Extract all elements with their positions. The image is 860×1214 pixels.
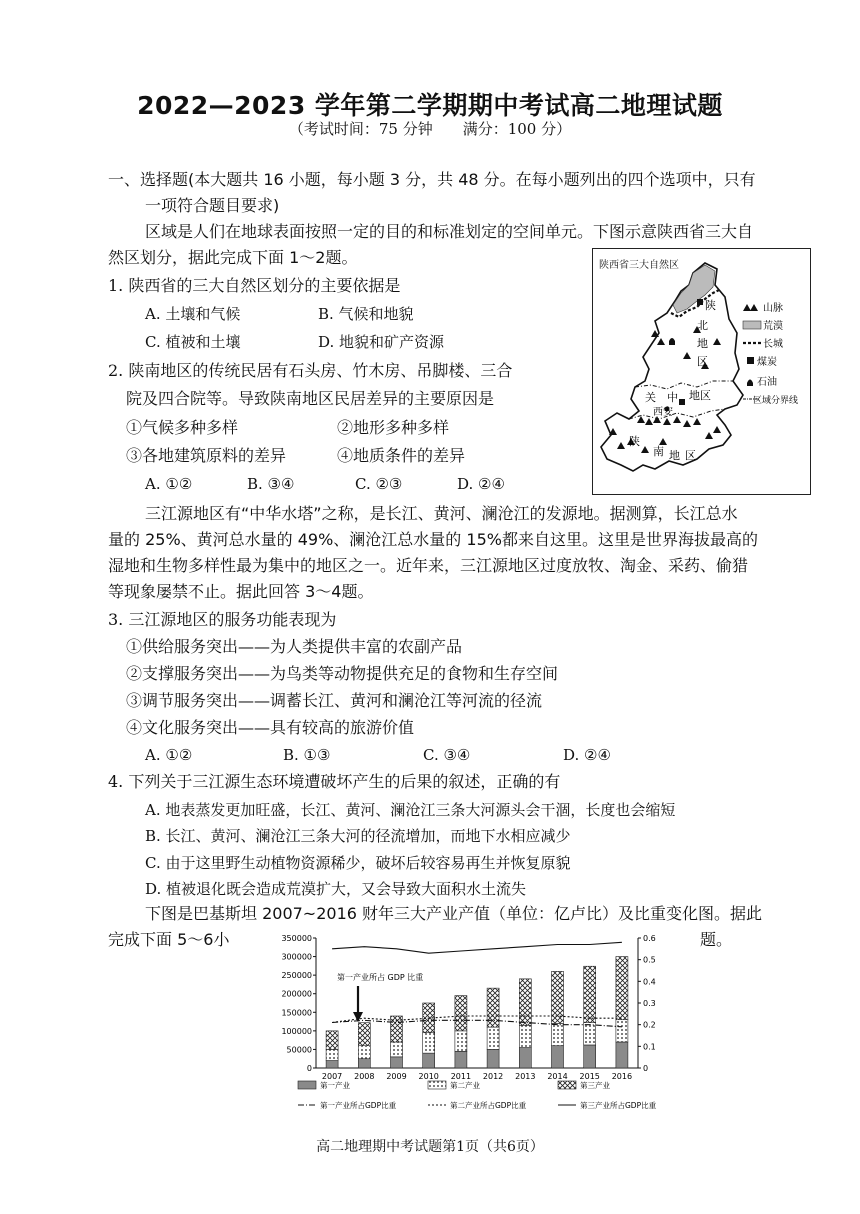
bar-2-2012 <box>487 1027 499 1049</box>
section-heading: 一、选择题(本大题共 16 小题，每小题 3 分，共 48 分。在每小题列出的四个选项中，只有 <box>108 170 756 189</box>
passage-1-line-1: 区域是人们在地球表面按照一定的目的和标准划定的空间单元。下图示意陕西省三大自 <box>145 222 754 241</box>
q3-statement-4: ④文化服务突出——具有较高的旅游价值 <box>126 718 415 737</box>
y-tick-label-right: 0.3 <box>643 999 656 1008</box>
label-guanzhong-1: 关 <box>645 391 656 404</box>
label-shaannan-1: 陕 <box>629 435 640 448</box>
bar-2-2010 <box>423 1033 435 1053</box>
bar-1-2016 <box>616 1042 628 1068</box>
q2-option-c: C. ②③ <box>355 475 403 493</box>
q2-option-d: D. ②④ <box>457 475 505 493</box>
map-title: 陕西省三大自然区 <box>599 260 679 271</box>
x-tick-label: 2014 <box>547 1072 568 1081</box>
legend-oil: 石油 <box>757 377 777 388</box>
label-shaanbei-3: 地 <box>697 337 708 350</box>
q3-option-b: B. ①③ <box>283 746 331 764</box>
legend-mountain: 山脉 <box>763 303 783 314</box>
label-shaannan-3: 地 <box>669 449 680 462</box>
legend-label-3: 第三产业 <box>580 1081 610 1090</box>
y-tick-label-right: 0.6 <box>643 934 656 943</box>
bar-1-2013 <box>519 1048 531 1068</box>
label-guanzhong-3: 地区 <box>689 389 711 402</box>
legend-coal: 煤炭 <box>757 357 777 368</box>
legend-boundary: 区域分界线 <box>753 396 799 406</box>
q1-option-a: A. 土壤和气候 <box>145 305 241 323</box>
label-shaanbei-1: 陕 <box>705 299 716 312</box>
bar-2-2007 <box>326 1049 338 1060</box>
bar-1-2008 <box>358 1059 370 1068</box>
page-title: 2022—2023 学年第二学期期中考试高二地理试题 <box>137 91 723 120</box>
bar-1-2009 <box>391 1057 403 1068</box>
passage-2-line-4: 等现象屡禁不止。据此回答 3～4题。 <box>108 582 374 601</box>
q1-option-b: B. 气候和地貌 <box>318 305 414 323</box>
legend-swatch-2 <box>428 1081 446 1089</box>
question-2-stem-cont: 院及四合院等。导致陕南地区民居差异的主要原因是 <box>126 389 495 408</box>
question-1-stem: 1. 陕西省的三大自然区划分的主要依据是 <box>108 276 401 295</box>
q1-option-d: D. 地貌和矿产资源 <box>318 333 445 351</box>
ratio-line-1 <box>332 1020 622 1027</box>
question-4-stem: 4. 下列关于三江源生态环境遭破坏产生的后果的叙述，正确的有 <box>108 772 561 791</box>
label-shaanbei-4: 区 <box>697 355 708 368</box>
label-guanzhong-2: 中 <box>667 391 678 404</box>
q2-statement-1: ①气候多种多样 <box>126 418 239 437</box>
q2-statement-3: ③各地建筑原料的差异 <box>126 446 287 465</box>
x-tick-label: 2013 <box>515 1072 536 1081</box>
ratio-line-3 <box>332 942 622 953</box>
q2-statement-2: ②地形多种多样 <box>337 418 450 437</box>
gdp-chart <box>280 928 670 1120</box>
bar-2-2011 <box>455 1031 467 1051</box>
page-footer: 高二地理期中考试题第1页（共6页） <box>316 1139 544 1155</box>
shaanxi-map-graphic <box>593 249 810 494</box>
bar-2-2015 <box>584 1023 596 1045</box>
label-shaannan-2: 南 <box>653 445 664 458</box>
q4-option-c: C. 由于这里野生动植物资源稀少，破坏后较容易再生并恢复原貌 <box>145 854 571 872</box>
y-tick-label-right: 0.5 <box>643 955 656 965</box>
bar-1-2014 <box>552 1046 564 1068</box>
passage-2-line-1: 三江源地区有“中华水塔”之称，是长江、黄河、澜沧江的发源地。据测算，长江总水 <box>145 504 738 523</box>
q3-option-d: D. ②④ <box>563 746 611 764</box>
passage-3-line-2b: 题。 <box>700 930 733 949</box>
x-tick-label: 2015 <box>579 1072 600 1081</box>
x-tick-label: 2011 <box>450 1072 472 1081</box>
passage-2-line-2: 量的 25%、黄河总水量的 49%、澜沧江总水量的 15%都来自这里。这里是世界海拔最高的 <box>108 530 758 549</box>
bar-3-2008 <box>358 1023 370 1046</box>
map-legend <box>743 301 798 406</box>
bar-2-2009 <box>391 1042 403 1057</box>
passage-3-line-2a: 完成下面 5～6小 <box>108 930 230 949</box>
x-tick-label: 2008 <box>354 1072 375 1081</box>
gdp-chart-svg <box>280 928 670 1120</box>
chart-annotation <box>337 972 423 1022</box>
bar-2-2008 <box>358 1046 370 1059</box>
legend-swatch-1 <box>298 1081 316 1089</box>
bar-3-2016 <box>616 957 628 1020</box>
q3-statement-3: ③调节服务突出——调蓄长江、黄河和澜沧江等河流的径流 <box>126 691 543 710</box>
coal-marker-2 <box>679 399 685 405</box>
passage-2-line-3: 湿地和生物多样性最为集中的地区之一。近年来，三江源地区过度放牧、淘金、采药、偷猎 <box>108 556 749 575</box>
x-tick-label: 2010 <box>418 1072 439 1081</box>
bar-2-2014 <box>552 1023 564 1045</box>
y-tick-label-left: 250000 <box>281 971 312 981</box>
x-tick-label: 2012 <box>482 1072 504 1081</box>
q3-option-a: A. ①② <box>145 746 193 764</box>
q4-option-a: A. 地表蒸发更加旺盛，长江、黄河、澜沧江三条大河源头会干涸，长度也会缩短 <box>145 801 676 819</box>
annotation-text: 第一产业所占 GDP 比重 <box>337 973 424 982</box>
bar-1-2007 <box>326 1061 338 1068</box>
bar-2-2016 <box>616 1020 628 1042</box>
shaanxi-map <box>592 248 811 495</box>
legend-label-1: 第一产业 <box>320 1081 350 1090</box>
q2-option-a: A. ①② <box>145 475 193 493</box>
bar-1-2012 <box>487 1049 499 1068</box>
q3-statement-2: ②支撑服务突出——为鸟类等动物提供充足的食物和生存空间 <box>126 664 559 683</box>
chart-legend <box>298 1080 657 1110</box>
bar-1-2011 <box>455 1051 467 1068</box>
y-tick-label-right: 0.2 <box>643 1020 656 1030</box>
q2-option-b: B. ③④ <box>247 475 295 493</box>
y-tick-label-left: 200000 <box>281 989 312 999</box>
y-tick-label-right: 0.4 <box>643 977 656 987</box>
legend-desert: 荒漠 <box>763 321 783 332</box>
y-tick-label-left: 300000 <box>281 952 312 962</box>
bar-3-2015 <box>584 966 596 1022</box>
passage-1-line-2: 然区划分，据此完成下面 1～2题。 <box>108 248 358 267</box>
legend-label-4: 第一产业所占GDP比重 <box>320 1101 397 1110</box>
x-tick-label: 2016 <box>611 1072 633 1081</box>
legend-label-2: 第二产业 <box>450 1081 480 1090</box>
chart-lines <box>332 942 622 1027</box>
province-outline <box>601 263 743 471</box>
y-tick-label-left: 0 <box>306 1064 312 1073</box>
label-shaanbei-2: 北 <box>697 319 708 332</box>
section-heading-cont: 一项符合题目要求) <box>145 196 280 215</box>
question-2-stem: 2. 陕南地区的传统民居有石头房、竹木房、吊脚楼、三合 <box>108 361 513 380</box>
exam-info: （考试时间：75 分钟 满分：100 分） <box>288 120 572 138</box>
y-tick-label-right: 0 <box>643 1064 649 1073</box>
y-tick-label-left: 50000 <box>286 1045 312 1055</box>
bar-3-2007 <box>326 1031 338 1050</box>
bar-3-2012 <box>487 988 499 1027</box>
legend-label-5: 第二产业所占GDP比重 <box>450 1101 527 1110</box>
q2-statement-4: ④地质条件的差异 <box>337 446 466 465</box>
q3-statement-1: ①供给服务突出——为人类提供丰富的农副产品 <box>126 637 463 656</box>
bar-2-2013 <box>519 1025 531 1047</box>
bar-1-2015 <box>584 1045 596 1068</box>
label-xian: 西安 <box>653 407 673 418</box>
x-tick-label: 2009 <box>386 1072 407 1081</box>
x-tick-label: 2007 <box>321 1072 343 1081</box>
y-tick-label-left: 350000 <box>281 934 312 943</box>
q4-option-d: D. 植被退化既会造成荒漠扩大，又会导致大面积水土流失 <box>145 880 527 898</box>
legend-wall: 长城 <box>763 339 783 350</box>
bar-1-2010 <box>423 1053 435 1068</box>
legend-label-6: 第三产业所占GDP比重 <box>580 1101 657 1110</box>
ratio-line-2 <box>332 1016 622 1023</box>
y-tick-label-left: 100000 <box>281 1026 312 1036</box>
bar-3-2011 <box>455 996 467 1031</box>
passage-3-line-1: 下图是巴基斯坦 2007~2016 财年三大产业产值（单位：亿卢比）及比重变化图。据此 <box>145 904 763 923</box>
label-shaannan-4: 区 <box>685 449 696 462</box>
coal-marker <box>697 299 703 305</box>
q3-option-c: C. ③④ <box>423 746 471 764</box>
bar-3-2013 <box>519 979 531 1025</box>
y-tick-label-right: 0.1 <box>643 1042 656 1052</box>
y-tick-label-left: 150000 <box>281 1008 312 1018</box>
legend-swatch-3 <box>558 1081 576 1089</box>
question-3-stem: 3. 三江源地区的服务功能表现为 <box>108 610 337 629</box>
q4-option-b: B. 长江、黄河、澜沧江三条大河的径流增加，而地下水相应减少 <box>145 827 571 845</box>
q1-option-c: C. 植被和土壤 <box>145 333 241 351</box>
